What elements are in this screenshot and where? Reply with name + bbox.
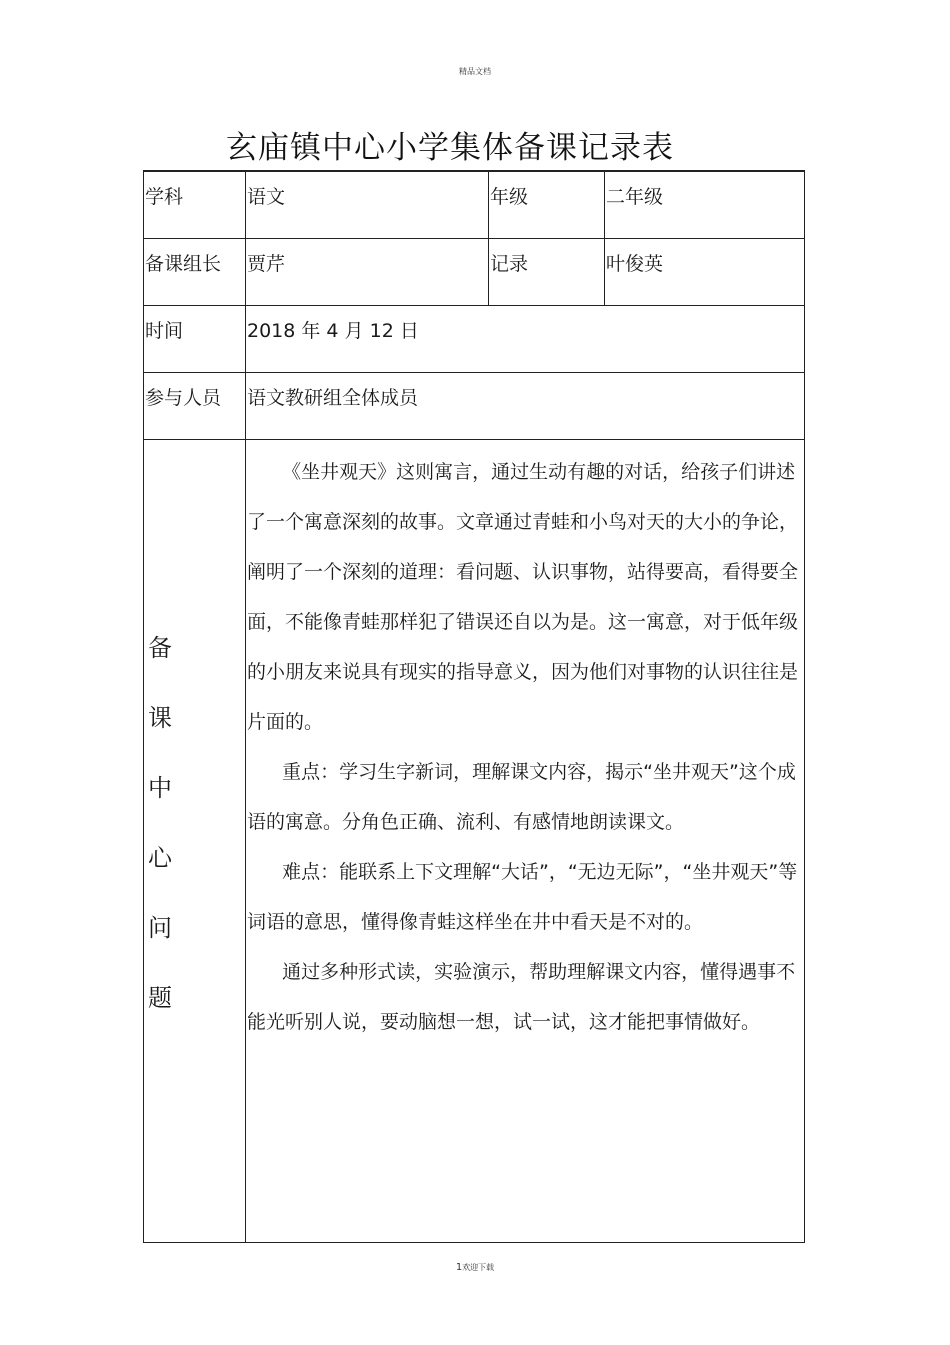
page-number: 1 xyxy=(455,1262,463,1273)
core-issue-label-cell xyxy=(144,440,246,1243)
core-issue-paragraph-difficulties: 难点：能联系上下文理解“大话”，“无边无际”，“坐井观天”等词语的意思，懂得像青蛙这样坐在井中看天是不对的。 xyxy=(247,861,798,933)
grade-value: 二年级 xyxy=(605,171,805,239)
core-issue-paragraph-methods: 通过多种形式读，实验演示，帮助理解课文内容，懂得遇事不能光听别人说，要动脑想一想，试一试，这才能把事情做好。 xyxy=(247,961,796,1033)
core-issue-label-char: 问 xyxy=(148,914,172,942)
participants-value: 语文教研组全体成员 xyxy=(246,373,805,440)
page-title: 玄庙镇中心小学集体备课记录表 xyxy=(226,130,674,166)
recorder-label: 记录 xyxy=(489,239,605,306)
time-value: 2018 年 4 月 12 日 xyxy=(246,306,805,373)
core-issue-label xyxy=(144,440,245,1056)
leader-label: 备课组长 xyxy=(144,239,246,306)
table-row-core-issue xyxy=(144,440,805,1243)
recorder-value: 叶俊英 xyxy=(605,239,805,306)
core-issue-paragraph-intro: 《坐井观天》这则寓言，通过生动有趣的对话，给孩子们讲述了一个寓意深刻的故事。文章通过青蛙和小鸟对天的大小的争论，阐明了一个深刻的道理：看问题、认识事物，站得要高，看得要全面，不能像青蛙那样犯了错误还自以为是。这一寓意，对于低年级的小朋友来说具有现实的指导意义，因为他们对事物的认识往往是片面的。 xyxy=(247,461,799,733)
table-row-participants xyxy=(144,373,805,440)
subject-label: 学科 xyxy=(144,171,246,239)
core-issue-content xyxy=(246,440,805,1243)
core-issue-paragraph-keypoints: 重点：学习生字新词，理解课文内容，揭示“坐井观天”这个成语的寓意。分角色正确、流利、有感情地朗读课文。 xyxy=(247,761,796,833)
table-row-subject xyxy=(144,171,805,239)
core-issue-label-char: 备 xyxy=(148,634,172,662)
leader-value: 贾芹 xyxy=(246,239,489,306)
core-issue-label-char: 课 xyxy=(148,704,172,732)
table-row-time xyxy=(144,306,805,373)
record-table xyxy=(143,170,805,1243)
subject-value: 语文 xyxy=(246,171,489,239)
core-issue-label-char: 题 xyxy=(148,984,172,1012)
footer-note xyxy=(0,1262,950,1273)
participants-label: 参与人员 xyxy=(144,373,246,440)
footer-text: 欢迎下载 xyxy=(462,1263,495,1272)
grade-label: 年级 xyxy=(489,171,605,239)
header-note: 精品文档 xyxy=(459,67,491,76)
core-issue-label-char: 心 xyxy=(148,844,172,872)
core-issue-label-char: 中 xyxy=(148,774,172,802)
table-row-leader xyxy=(144,239,805,306)
time-label: 时间 xyxy=(144,306,246,373)
